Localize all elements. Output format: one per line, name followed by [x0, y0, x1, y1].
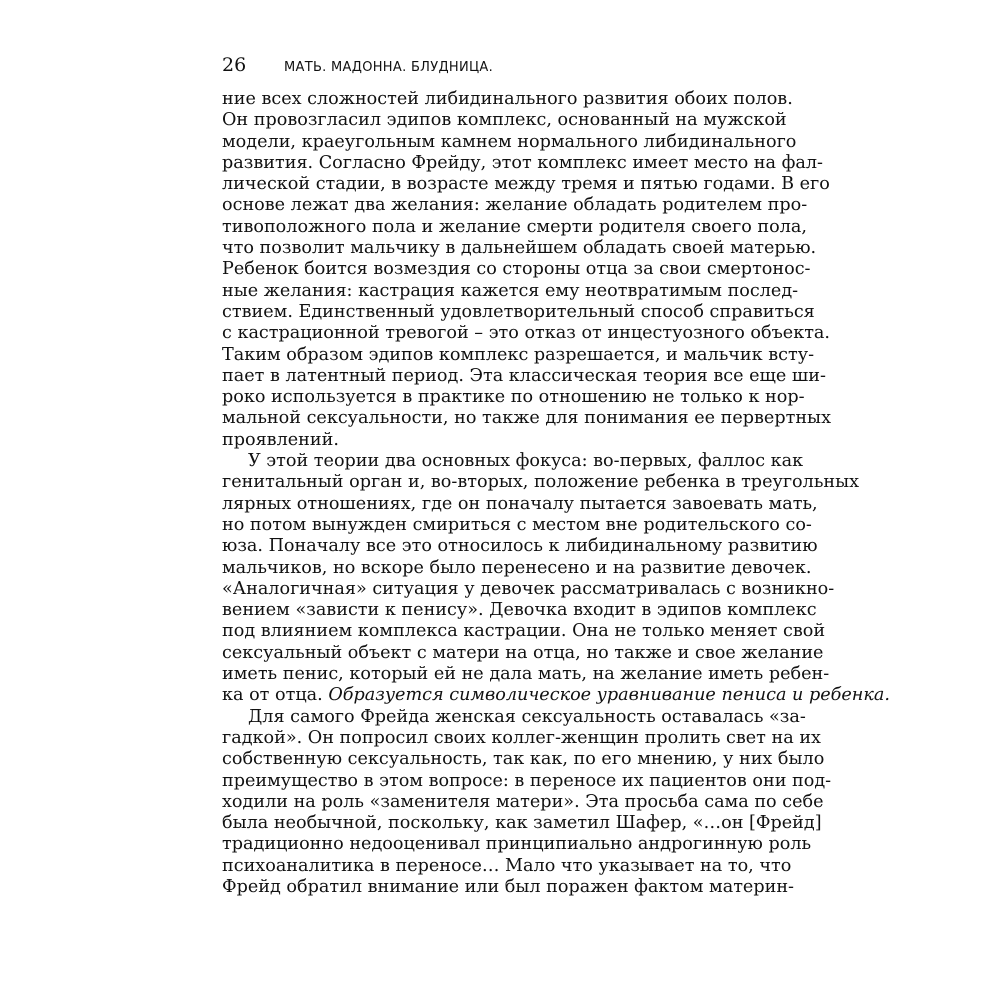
- text-line: что позволит мальчику в дальнейшем обладать своей матерью.: [222, 238, 817, 259]
- book-title: МАТЬ. МАДОННА. БЛУДНИЦА.: [284, 60, 494, 75]
- text-line: У этой теории два основных фокуса: во-первых, фаллос как: [248, 451, 804, 472]
- text-line: Он провозгласил эдипов комплекс, основанный на мужской: [222, 110, 787, 131]
- text-line: модели, краеугольным камнем нормального либидинального: [222, 131, 797, 152]
- text-line: проявлений.: [222, 429, 339, 450]
- text-line-mixed: [222, 685, 890, 706]
- body-text: [222, 89, 890, 898]
- text-line: Ребенок боится возмездия со стороны отца за свои смертонос-: [222, 259, 811, 280]
- text-line: преимущество в этом вопросе: в переносе их пациентов они под-: [222, 770, 832, 791]
- text-line: генитальный орган и, во-вторых, положение ребенка в треугольных: [222, 472, 860, 493]
- text-line: лярных отношениях, где он поначалу пытается завоевать мать,: [222, 493, 818, 514]
- running-head: [222, 54, 782, 80]
- text-line: вением «зависти к пенису». Девочка входит в эдипов комплекс: [222, 600, 817, 621]
- text-line: юза. Поначалу все это относилось к либидинальному развитию: [222, 536, 818, 557]
- text-line: Таким образом эдипов комплекс разрешается, и мальчик всту-: [222, 344, 815, 365]
- text-line: иметь пенис, который ей не дала мать, на желание иметь ребен-: [222, 664, 830, 685]
- text-line: была необычной, поскольку, как заметил Шафер, «…он [Фрейд]: [222, 813, 822, 834]
- text-line: Фрейд обратил внимание или был поражен фактом материн-: [222, 876, 794, 897]
- text-line: традиционно недооценивал принципиально андрогинную роль: [222, 834, 812, 855]
- text-line: ствием. Единственный удовлетворительный способ справиться: [222, 301, 815, 322]
- text-line: Для самого Фрейда женская сексуальность оставалась «за-: [248, 706, 806, 727]
- text-line: пает в латентный период. Эта классическая теория все еще ши-: [222, 365, 826, 386]
- text-line: но потом вынужден смириться с местом вне родительского со-: [222, 514, 812, 535]
- text-line: сексуальный объект с матери на отца, но также и свое желание: [222, 642, 824, 663]
- text-line: лической стадии, в возрасте между тремя и пятью годами. В его: [222, 174, 830, 195]
- text-line: под влиянием комплекса кастрации. Она не только меняет свой: [222, 621, 826, 642]
- text-line: психоаналитика в переносе… Мало что указывает на то, что: [222, 855, 792, 876]
- text-line: гадкой». Он попросил своих коллег-женщин пролить свет на их: [222, 727, 821, 748]
- text-line: «Аналогичная» ситуация у девочек рассматривалась с возникно-: [222, 578, 835, 599]
- text-line: мальной сексуальности, но также для понимания ее первертных: [222, 408, 831, 429]
- italic-emphasis: Образуется символическое уравнивание пениса и ребенка.: [328, 685, 890, 706]
- text-line: основе лежат два желания: желание обладать родителем про-: [222, 195, 808, 216]
- text-line: с кастрационной тревогой – это отказ от инцестуозного объекта.: [222, 323, 831, 344]
- text-line: роко используется в практике по отношению не только к нор-: [222, 387, 805, 408]
- text-line: мальчиков, но вскоре было перенесено и на развитие девочек.: [222, 557, 812, 578]
- text-line: развития. Согласно Фрейду, этот комплекс имеет место на фал-: [222, 152, 823, 173]
- text-line: ходили на роль «заменителя матери». Эта просьба сама по себе: [222, 791, 824, 812]
- page-number: 26: [222, 54, 247, 76]
- text-line: ные желания: кастрация кажется ему неотвратимым послед-: [222, 280, 799, 301]
- plain-text: ка от отца.: [222, 685, 329, 706]
- text-line: тивоположного пола и желание смерти родителя своего пола,: [222, 216, 808, 237]
- text-line: ние всех сложностей либидинального развития обоих полов.: [222, 89, 793, 109]
- text-line: собственную сексуальность, так как, по его мнению, у них было: [222, 749, 825, 770]
